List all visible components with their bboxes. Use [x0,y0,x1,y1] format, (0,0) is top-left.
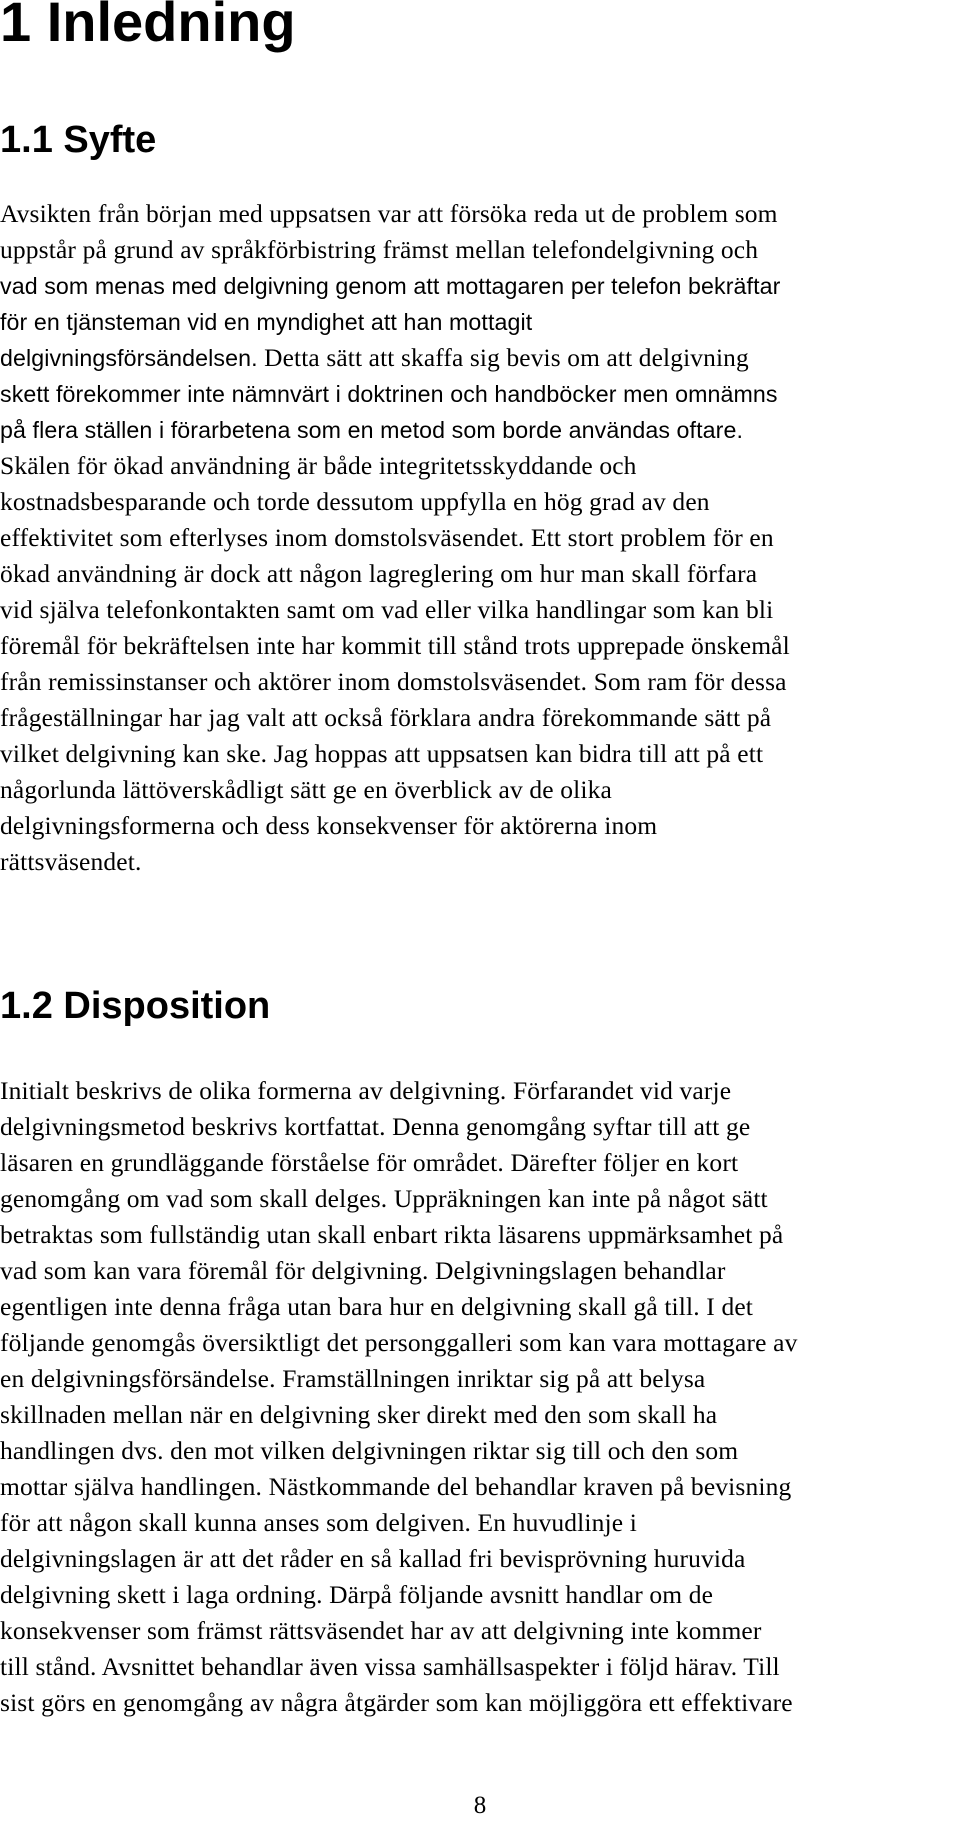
text-line: effektivitet som efterlyses inom domstolsväsendet. Ett stort problem för en [0,523,774,552]
text-line: delgivningsformerna och dess konsekvenser för aktörerna inom [0,811,658,840]
text-line: ökad användning är dock att någon lagreglering om hur man skall förfara [0,559,758,588]
text-line: rättsväsendet. [0,847,142,876]
text-line: mottar själva handlingen. Nästkommande del behandlar kraven på bevisning [0,1472,792,1501]
text-line: Skälen för ökad användning är både integritetsskyddande och [0,451,637,480]
text-fragment: delgivningsförsändelsen. [0,345,258,371]
page-number: 8 [473,1792,487,1819]
text-line: delgivningslagen är att det råder en så kallad fri bevisprövning huruvida [0,1544,746,1573]
text-line: någorlunda lättöverskådligt sätt ge en överblick av de olika [0,775,612,804]
text-line: följande genomgås översiktligt det personggalleri som kan vara mottagare av [0,1328,798,1357]
text-line: Avsikten från början med uppsatsen var att försöka reda ut de problem som [0,199,778,228]
chapter-heading: 1 Inledning [0,0,296,53]
text-line: betraktas som fullständig utan skall enbart rikta läsarens uppmärksamhet på [0,1220,784,1249]
text-line: delgivningsmetod beskrivs kortfattat. Denna genomgång syftar till att ge [0,1112,751,1141]
text-line: vid själva telefonkontakten samt om vad eller vilka handlingar som kan bli [0,595,774,624]
text-line: delgivning skett i laga ordning. Därpå följande avsnitt handlar om de [0,1580,714,1609]
text-line: från remissinstanser och aktörer inom domstolsväsendet. Som ram för dessa [0,667,787,696]
text-line: på flera ställen i förarbetena som en metod som borde användas oftare. [0,417,743,443]
text-line: uppstår på grund av språkförbistring främst mellan telefondelgivning och [0,235,759,264]
section-heading-disposition: 1.2 Disposition [0,985,271,1027]
text-line: föremål för bekräftelsen inte har kommit till stånd trots upprepade önskemål [0,631,790,660]
text-line: till stånd. Avsnittet behandlar även vissa samhällsaspekter i följd härav. Till [0,1652,780,1681]
text-fragment: Detta sätt att skaffa sig bevis om att delgivning [257,344,749,372]
text-line: vilket delgivning kan ske. Jag hoppas att uppsatsen kan bidra till att på ett [0,739,764,768]
text-line: skillnaden mellan när en delgivning sker direkt med den som skall ha [0,1400,718,1429]
text-line: konsekvenser som främst rättsväsendet har av att delgivning inte kommer [0,1616,762,1645]
text-line: Initialt beskrivs de olika formerna av delgivning. Förfarandet vid varje [0,1076,732,1105]
text-line: läsaren en grundläggande förståelse för området. Därefter följer en kort [0,1148,739,1177]
disposition-paragraph [0,1073,960,1721]
text-line: egentligen inte denna fråga utan bara hur en delgivning skall gå till. I det [0,1292,754,1321]
text-line: skett förekommer inte nämnvärt i doktrinen och handböcker men omnämns [0,381,778,407]
text-line: sist görs en genomgång av några åtgärder som kan möjliggöra ett effektivare [0,1688,793,1717]
text-line: genomgång om vad som skall delges. Uppräkningen kan inte på något sätt [0,1184,768,1213]
text-line: för att någon skall kunna anses som delgiven. En huvudlinje i [0,1508,637,1537]
text-line-mixed [0,340,960,376]
text-line: vad som menas med delgivning genom att mottagaren per telefon bekräftar [0,273,781,299]
text-line: för en tjänsteman vid en myndighet att han mottagit [0,309,533,335]
syfte-paragraph [0,196,960,880]
text-line: kostnadsbesparande och torde dessutom uppfylla en hög grad av den [0,487,710,516]
text-line: en delgivningsförsändelse. Framställningen inriktar sig på att belysa [0,1364,706,1393]
text-line: frågeställningar har jag valt att också förklara andra förekommande sätt på [0,703,772,732]
section-heading-syfte: 1.1 Syfte [0,119,157,161]
text-line: vad som kan vara föremål för delgivning. Delgivningslagen behandlar [0,1256,726,1285]
text-line: handlingen dvs. den mot vilken delgivningen riktar sig till och den som [0,1436,739,1465]
